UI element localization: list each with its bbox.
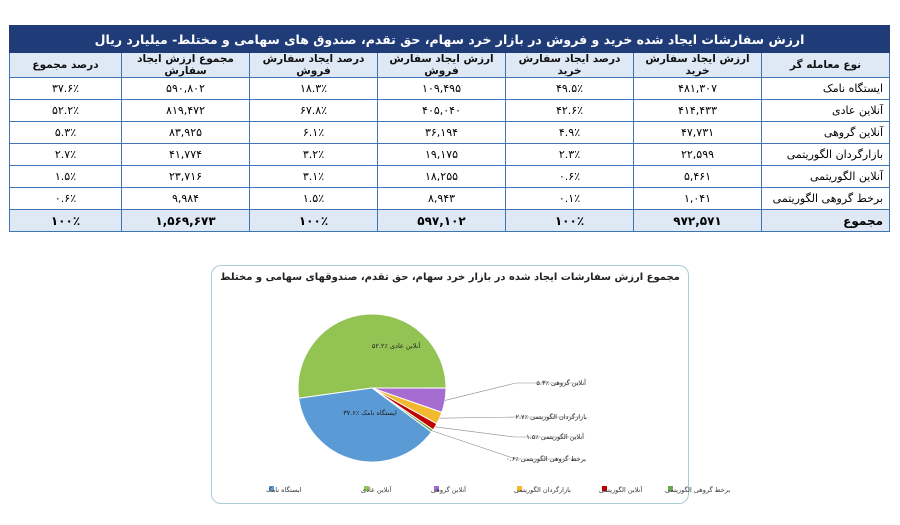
table-header-row: [10, 53, 890, 78]
table-cell: ۴۰۵,۰۴۰: [378, 100, 506, 122]
table-cell: ۴۷,۷۳۱: [634, 122, 762, 144]
table-cell: ۱۸.۳٪: [250, 78, 378, 100]
column-header: درصد ایجاد سفارش خرید: [506, 53, 634, 78]
table-cell: ۱۸,۲۵۵: [378, 166, 506, 188]
table-cell: ۰.۶٪: [506, 166, 634, 188]
table-row: [10, 188, 890, 210]
total-label: مجموع: [762, 210, 890, 232]
table-cell: ۲۲,۵۹۹: [634, 144, 762, 166]
column-header: ارزش ایجاد سفارش فروش: [378, 53, 506, 78]
table-cell: ۲.۳٪: [506, 144, 634, 166]
pie-chart-panel: [211, 265, 731, 504]
slice-label: آنلاین گروهی ٪۵.۳: [536, 379, 586, 387]
row-label: آنلاین الگوریتمی: [762, 166, 890, 188]
table-body: [10, 78, 890, 210]
table-cell: ۴۲.۶٪: [506, 100, 634, 122]
table-title-row: [10, 26, 890, 53]
row-label: ایستگاه نامک: [762, 78, 890, 100]
slice-label: برخط گروهی الگوریتمی ٪۰.۶: [506, 455, 586, 463]
table-row: [10, 122, 890, 144]
column-header: ارزش ایجاد سفارش خرید: [634, 53, 762, 78]
table-cell: ۴۸۱,۳۰۷: [634, 78, 762, 100]
slice-label: آنلاین عادی ٪۵۲.۲: [371, 342, 421, 350]
table-cell: ۸۳,۹۲۵: [122, 122, 250, 144]
table-total-row: [10, 210, 890, 232]
total-cell: ۱,۵۶۹,۶۷۳: [122, 210, 250, 232]
table-title: ارزش سفارشات ایجاد شده خرید و فروش در بازار خرد سهام، حق تقدم، صندوق های سهامی و مختلط- میلیارد ریال: [10, 26, 890, 53]
table-cell: ۳.۱٪: [250, 166, 378, 188]
table-cell: ۱.۵٪: [10, 166, 122, 188]
table-cell: ۶۷.۸٪: [250, 100, 378, 122]
pie-slice: [298, 314, 446, 398]
total-cell: ۹۷۲,۵۷۱: [634, 210, 762, 232]
table-cell: ۳.۲٪: [250, 144, 378, 166]
row-label: برخط گروهی الگوریتمی: [762, 188, 890, 210]
table-cell: ۵,۴۶۱: [634, 166, 762, 188]
table-cell: ۵۲.۲٪: [10, 100, 122, 122]
row-label: آنلاین عادی: [762, 100, 890, 122]
table-cell: ۴۱,۷۷۴: [122, 144, 250, 166]
table-cell: ۲.۷٪: [10, 144, 122, 166]
row-label: بازارگردان الگوریتمی: [762, 144, 890, 166]
table-cell: ۶.۱٪: [250, 122, 378, 144]
column-header: نوع معامله گر: [762, 53, 890, 78]
chart-title: مجموع ارزش سفارشات ایجاد شده در بازار خرد سهام، حق تقدم، صندوقهای سهامی و مختلط: [220, 272, 680, 283]
table-cell: ۱,۰۴۱: [634, 188, 762, 210]
slice-label: بازارگردان الگوریتمی ٪۲.۷: [515, 413, 587, 421]
table-cell: ۳۶,۱۹۴: [378, 122, 506, 144]
slice-label: ایستگاه نامک ٪۳۷.۶: [343, 409, 397, 417]
legend-label: بازارگردان الگوریتمی: [514, 486, 571, 494]
column-header: درصد ایجاد سفارش فروش: [250, 53, 378, 78]
legend-label: برخط گروهی الگوریتمی: [665, 486, 731, 494]
table-cell: ۰.۶٪: [10, 188, 122, 210]
table-cell: ۴۹.۵٪: [506, 78, 634, 100]
total-cell: ۵۹۷,۱۰۲: [378, 210, 506, 232]
table-cell: ۰.۱٪: [506, 188, 634, 210]
total-cell: ۱۰۰٪: [10, 210, 122, 232]
legend-label: ایستگاه نامک: [266, 486, 302, 494]
total-cell: ۱۰۰٪: [506, 210, 634, 232]
total-cell: ۱۰۰٪: [250, 210, 378, 232]
orders-table-container: [9, 25, 889, 232]
table-cell: ۵۹۰,۸۰۲: [122, 78, 250, 100]
table-cell: ۱.۵٪: [250, 188, 378, 210]
column-header: مجموع ارزش ایجاد سفارش: [122, 53, 250, 78]
table-cell: ۵.۳٪: [10, 122, 122, 144]
pie-chart: [212, 266, 731, 503]
table-row: [10, 166, 890, 188]
row-label: آنلاین گروهی: [762, 122, 890, 144]
table-cell: ۳۷.۶٪: [10, 78, 122, 100]
legend-label: آنلاین الگوریتمی: [599, 486, 643, 494]
slice-label: آنلاین الگوریتمی ٪۱.۵: [526, 433, 584, 441]
table-cell: ۱۰۹,۴۹۵: [378, 78, 506, 100]
legend-label: آنلاین عادی: [361, 486, 392, 494]
table-cell: ۴.۹٪: [506, 122, 634, 144]
table-cell: ۸۱۹,۴۷۲: [122, 100, 250, 122]
legend-label: آنلاین گروهی: [431, 486, 466, 494]
column-header: درصد مجموع: [10, 53, 122, 78]
table-row: [10, 78, 890, 100]
table-cell: ۴۱۴,۴۳۳: [634, 100, 762, 122]
table-row: [10, 144, 890, 166]
table-row: [10, 100, 890, 122]
table-cell: ۹,۹۸۴: [122, 188, 250, 210]
orders-table: [9, 25, 890, 232]
table-cell: ۲۳,۷۱۶: [122, 166, 250, 188]
table-cell: ۸,۹۴۳: [378, 188, 506, 210]
table-cell: ۱۹,۱۷۵: [378, 144, 506, 166]
